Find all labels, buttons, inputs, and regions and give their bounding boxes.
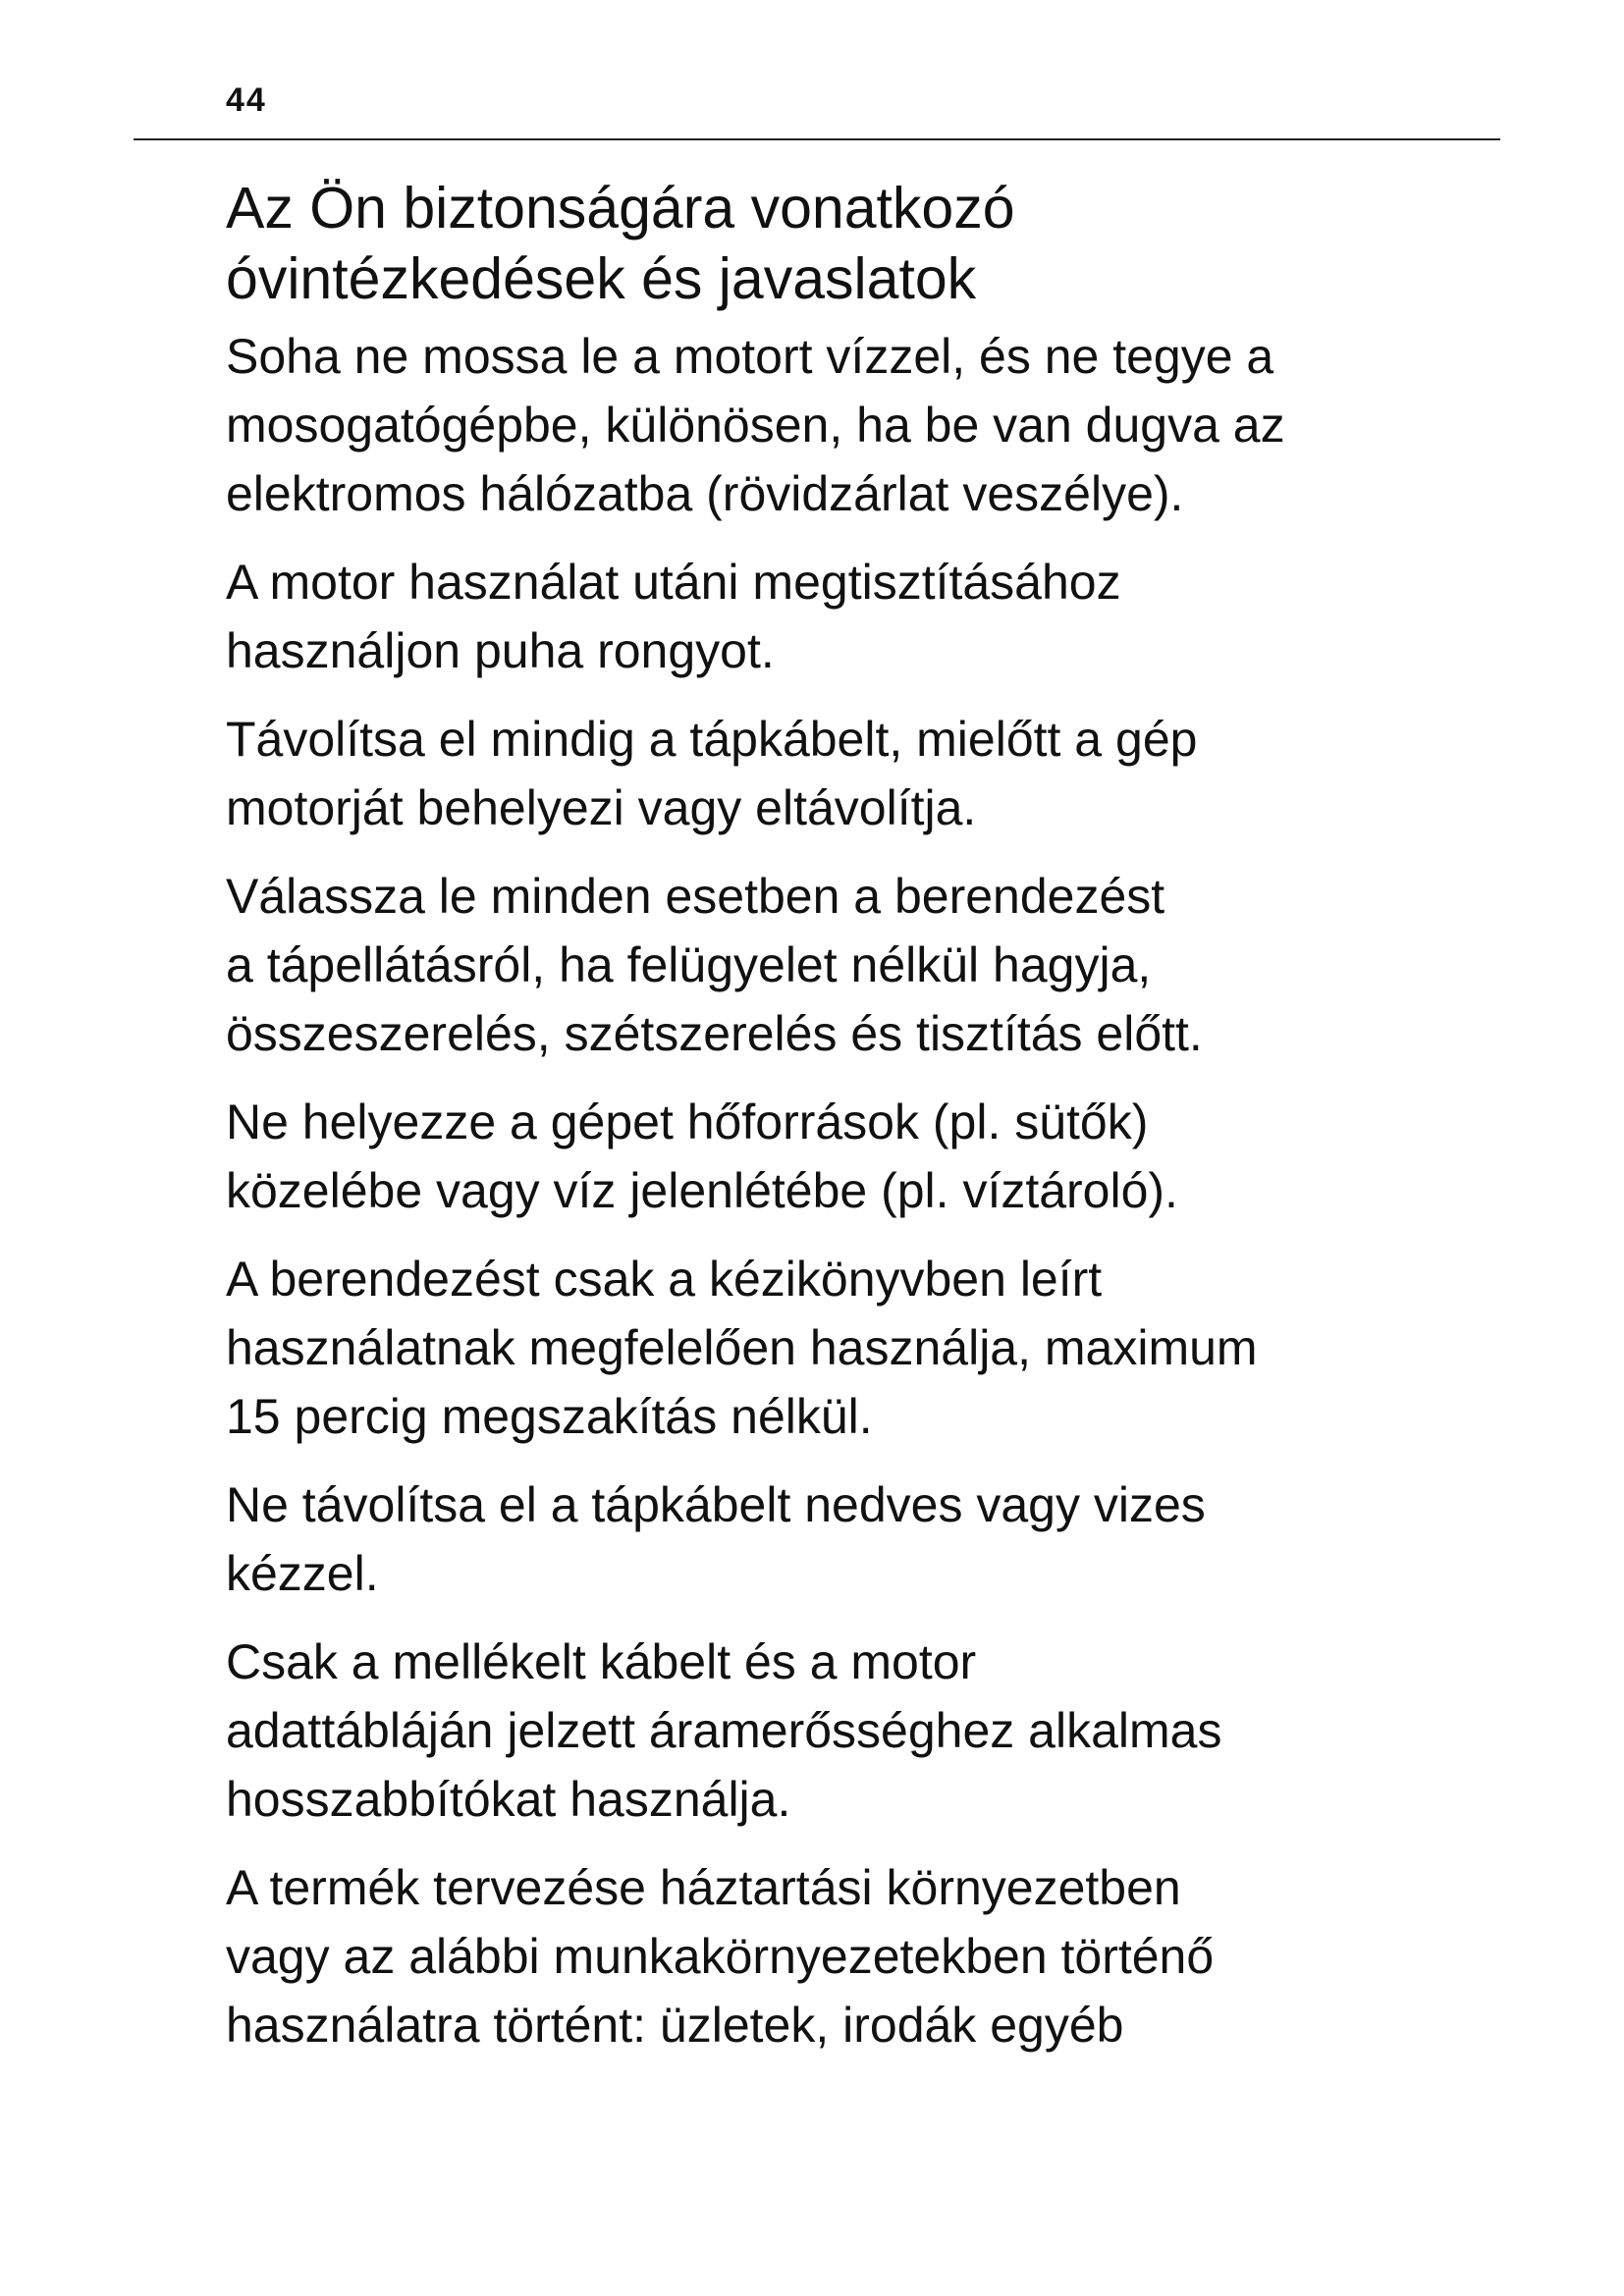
section-title-line-2: óvintézkedések és javaslatok	[226, 246, 977, 311]
paragraph-usage-limit	[226, 1245, 1434, 1451]
paragraph-line: vagy az alábbi munkakörnyezetekben történő	[226, 1929, 1215, 1984]
paragraph-line: elektromos hálózatba (rövidzárlat veszélye).	[226, 466, 1184, 521]
paragraph-intended-use	[226, 1853, 1434, 2059]
paragraph-line: Válassza le minden esetben a berendezést	[226, 869, 1165, 924]
header-divider	[134, 138, 1500, 140]
section-title-line-1: Az Ön biztonságára vonatkozó	[226, 176, 1015, 240]
paragraph-line: 15 percig megszakítás nélkül.	[226, 1389, 873, 1444]
paragraph-line: használjon puha rongyot.	[226, 623, 775, 678]
paragraph-line: kézzel.	[226, 1546, 379, 1601]
paragraph-no-water-wash	[226, 322, 1434, 528]
paragraph-line: A termék tervezése háztartási környezetben	[226, 1860, 1181, 1915]
paragraph-soft-cloth	[226, 548, 1434, 685]
paragraph-line: Soha ne mossa le a motort vízzel, és ne tegye a	[226, 329, 1274, 384]
paragraph-line: A motor használat utáni megtisztításához	[226, 555, 1121, 610]
paragraph-line: a tápellátásról, ha felügyelet nélkül hagyja,	[226, 937, 1152, 992]
paragraph-line: adattábláján jelzett áramerősséghez alkalmas	[226, 1703, 1222, 1758]
paragraph-line: használatra történt: üzletek, irodák egyéb	[226, 1998, 1124, 2053]
paragraph-line: közelébe vagy víz jelenlétébe (pl. víztároló).	[226, 1163, 1178, 1218]
paragraph-line: használatnak megfelelően használja, maximum	[226, 1320, 1258, 1375]
page-number: 44	[226, 81, 267, 119]
paragraph-line: A berendezést csak a kézikönyvben leírt	[226, 1252, 1103, 1307]
section-title	[226, 173, 1434, 314]
paragraph-heat-sources	[226, 1088, 1434, 1225]
paragraph-line: Ne helyezze a gépet hőforrások (pl. sütők)	[226, 1095, 1149, 1149]
paragraph-line: mosogatógépbe, különösen, ha be van dugva az	[226, 398, 1285, 453]
paragraph-line: Ne távolítsa el a tápkábelt nedves vagy vizes	[226, 1477, 1206, 1532]
page-content	[226, 173, 1434, 2079]
paragraph-line: összeszerelés, szétszerelés és tisztítás előtt.	[226, 1006, 1203, 1061]
paragraph-unplug-cable	[226, 705, 1434, 842]
paragraph-line: Távolítsa el mindig a tápkábelt, mielőtt a gép	[226, 712, 1198, 767]
paragraph-extension-cables	[226, 1628, 1434, 1834]
paragraph-wet-hands	[226, 1470, 1434, 1608]
paragraph-line: motorját behelyezi vagy eltávolítja.	[226, 780, 977, 835]
paragraph-disconnect-power	[226, 862, 1434, 1068]
paragraph-line: hosszabbítókat használja.	[226, 1772, 791, 1827]
paragraph-line: Csak a mellékelt kábelt és a motor	[226, 1634, 977, 1689]
